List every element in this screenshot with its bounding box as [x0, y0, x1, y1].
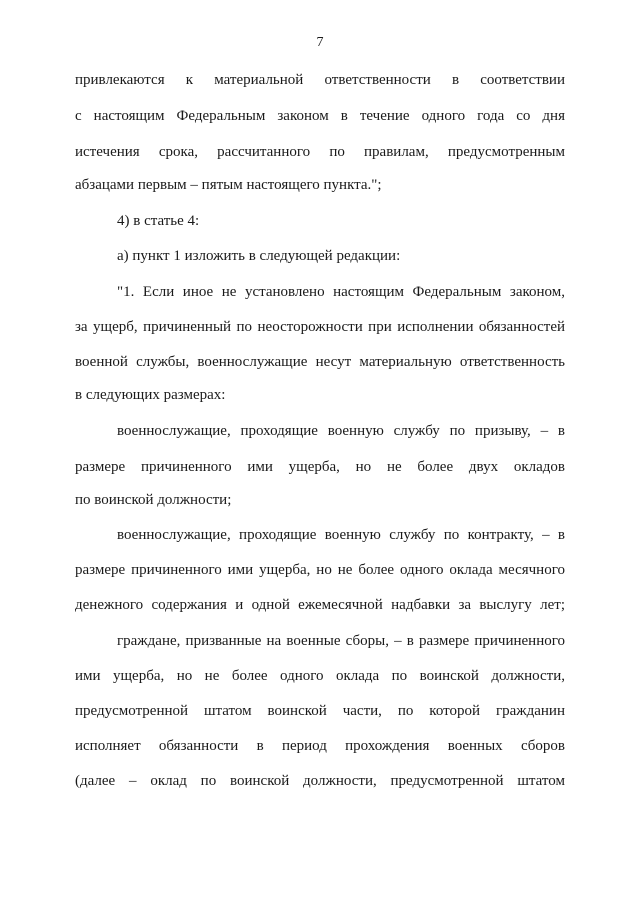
text-line: размере причиненного ими ущерба, но не более двух окладов	[75, 459, 565, 475]
text-line: предусмотренной штатом воинской части, по которой гражданин	[75, 703, 565, 719]
text-line: исполняет обязанности в период прохождения военных сборов	[75, 738, 565, 754]
page-number: 7	[316, 35, 324, 50]
text-line: военной службы, военнослужащие несут материальную ответственность	[75, 354, 565, 370]
text-line: военнослужащие, проходящие военную службу по контракту, – в	[117, 527, 565, 543]
text-line: абзацами первым – пятым настоящего пункта.";	[75, 177, 382, 193]
text-line: а) пункт 1 изложить в следующей редакции:	[117, 248, 401, 264]
text-line: 4) в статье 4:	[117, 213, 200, 229]
text-line: "1. Если иное не установлено настоящим Федеральным законом,	[117, 284, 565, 300]
text-line: граждане, призванные на военные сборы, – в размере причиненного	[117, 633, 565, 649]
text-line: размере причиненного ими ущерба, но не более одного оклада месячного	[75, 562, 565, 578]
text-line: (далее – оклад по воинской должности, предусмотренной штатом	[75, 773, 565, 789]
text-line: с настоящим Федеральным законом в течение одного года со дня	[75, 108, 565, 124]
text-line: по воинской должности;	[75, 492, 232, 508]
text-line: денежного содержания и одной ежемесячной надбавки за выслугу лет;	[75, 597, 565, 613]
text-line: военнослужащие, проходящие военную службу по призыву, – в	[117, 423, 565, 439]
text-line: за ущерб, причиненный по неосторожности при исполнении обязанностей	[75, 319, 565, 335]
text-line: ими ущерба, но не более одного оклада по воинской должности,	[75, 668, 565, 684]
text-line: в следующих размерах:	[75, 387, 226, 403]
text-line: привлекаются к материальной ответственности в соответствии	[75, 72, 565, 88]
text-line: истечения срока, рассчитанного по правилам, предусмотренным	[75, 144, 565, 160]
